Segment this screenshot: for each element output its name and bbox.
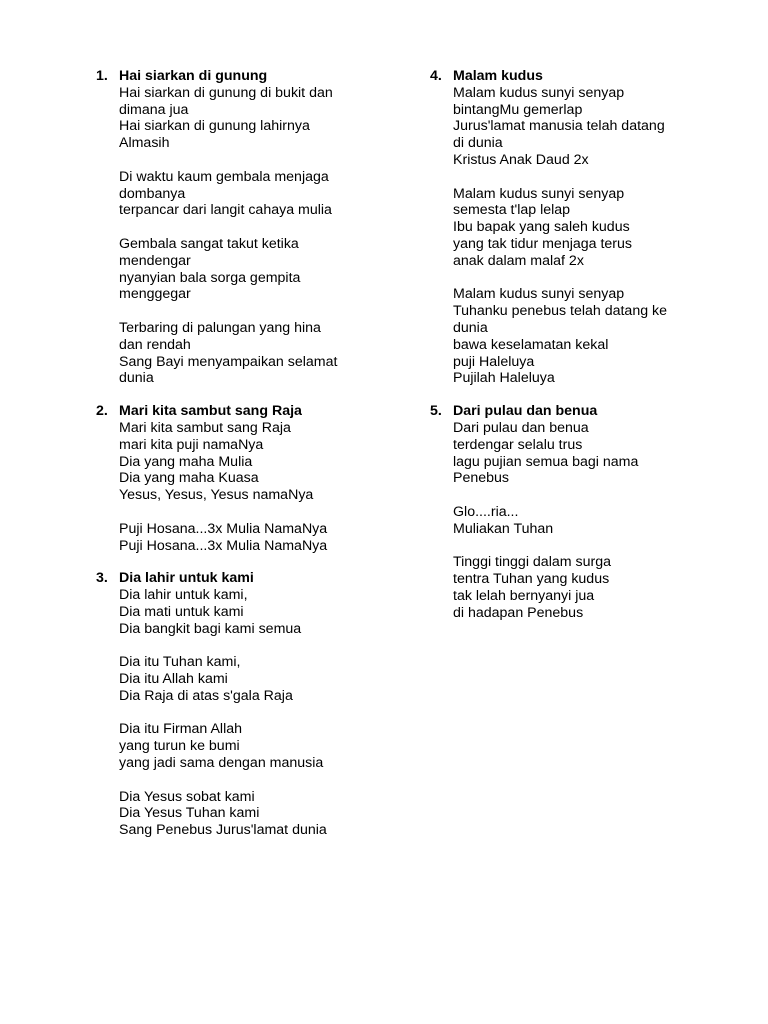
- lyric-line: Dari pulau dan benua: [453, 419, 589, 436]
- song-block: [96, 570, 396, 839]
- lyric-line: Hai siarkan di gunung di bukit dan: [119, 84, 333, 101]
- lyric-line: semesta t'lap lelap: [453, 202, 571, 219]
- lyric-line: anak dalam malaf 2x: [453, 252, 584, 269]
- stanza: [453, 420, 730, 487]
- lyric-line: Mari kita sambut sang Raja: [119, 419, 291, 436]
- song-heading: [430, 403, 730, 420]
- lyric-line: Hai siarkan di gunung lahirnya: [119, 118, 310, 135]
- song-block: [430, 68, 730, 387]
- lyric-line: Sang Penebus Jurus'lamat dunia: [119, 822, 327, 839]
- stanza: [119, 789, 396, 839]
- lyric-line: Malam kudus sunyi senyap: [453, 185, 625, 202]
- lyric-line: Dia yang maha Mulia: [119, 453, 253, 470]
- stanza: [119, 654, 396, 704]
- stanza: [453, 554, 730, 621]
- lyric-line: Glo....ria...: [453, 503, 519, 520]
- song-title: Mari kita sambut sang Raja: [119, 403, 302, 420]
- stanza: [119, 85, 396, 152]
- song-title: Dia lahir untuk kami: [119, 570, 254, 587]
- lyric-line: terdengar selalu trus: [453, 436, 583, 453]
- lyric-line: puji Haleluya: [453, 353, 535, 370]
- lyric-line: Puji Hosana...3x Mulia NamaNya: [119, 537, 328, 554]
- lyric-line: mendengar: [119, 252, 191, 269]
- song-title: Hai siarkan di gunung: [119, 68, 268, 84]
- lyric-line: Almasih: [119, 135, 170, 152]
- song-lyrics: [119, 85, 396, 387]
- lyric-line: Yesus, Yesus, Yesus namaNya: [119, 487, 314, 504]
- lyric-line: Dia Yesus sobat kami: [119, 788, 255, 805]
- right-column: [430, 68, 730, 638]
- lyric-line: Sang Bayi menyampaikan selamat: [119, 353, 338, 370]
- lyric-line: tentra Tuhan yang kudus: [453, 571, 610, 588]
- lyric-line: Muliakan Tuhan: [453, 520, 554, 537]
- lyric-line: Ibu bapak yang saleh kudus: [453, 219, 630, 236]
- stanza: [453, 186, 730, 270]
- song-number: 2.: [96, 403, 108, 420]
- song-title: Malam kudus: [453, 68, 543, 84]
- lyric-line: yang jadi sama dengan manusia: [119, 755, 324, 772]
- song-title: Dari pulau dan benua: [453, 403, 598, 420]
- lyric-line: menggegar: [119, 286, 191, 303]
- lyric-line: dan rendah: [119, 336, 191, 353]
- song-number: 4.: [430, 68, 442, 84]
- lyric-line: Dia itu Firman Allah: [119, 721, 243, 738]
- song-number: 1.: [96, 68, 108, 84]
- lyric-line: Malam kudus sunyi senyap: [453, 286, 625, 303]
- lyric-line: dunia: [453, 319, 488, 336]
- lyric-line: Dia yang maha Kuasa: [119, 470, 259, 487]
- lyric-line: di hadapan Penebus: [453, 604, 584, 621]
- lyric-line: tak lelah bernyanyi jua: [453, 587, 595, 604]
- song-heading: [96, 403, 396, 420]
- lyric-line: terpancar dari langit cahaya mulia: [119, 202, 332, 219]
- song-number: 3.: [96, 570, 108, 587]
- song-lyrics: [453, 85, 730, 387]
- song-block: [430, 403, 730, 621]
- lyric-line: Pujilah Haleluya: [453, 370, 555, 387]
- stanza: [453, 286, 730, 387]
- stanza: [119, 320, 396, 387]
- stanza: [119, 721, 396, 771]
- lyric-line: dimana jua: [119, 101, 189, 118]
- stanza: [119, 521, 396, 555]
- lyric-line: Terbaring di palungan yang hina: [119, 319, 321, 336]
- lyric-line: Penebus: [453, 470, 510, 487]
- song-lyrics: [119, 587, 396, 839]
- lyric-line: Kristus Anak Daud 2x: [453, 151, 589, 168]
- lyric-line: Di waktu kaum gembala menjaga: [119, 168, 329, 185]
- stanza: [119, 420, 396, 504]
- lyric-line: Dia bangkit bagi kami semua: [119, 620, 302, 637]
- lyric-line: nyanyian bala sorga gempita: [119, 269, 301, 286]
- song-block: [96, 403, 396, 554]
- stanza: [453, 85, 730, 169]
- lyric-line: dunia: [119, 370, 154, 387]
- stanza: [119, 169, 396, 219]
- lyric-line: Dia Raja di atas s'gala Raja: [119, 687, 293, 704]
- lyric-line: yang turun ke bumi: [119, 738, 240, 755]
- lyric-line: Dia lahir untuk kami,: [119, 587, 248, 604]
- stanza: [119, 587, 396, 637]
- lyric-line: mari kita puji namaNya: [119, 436, 264, 453]
- lyric-line: dombanya: [119, 185, 186, 202]
- lyric-line: Dia mati untuk kami: [119, 603, 244, 620]
- song-block: [96, 68, 396, 387]
- song-lyrics: [453, 420, 730, 622]
- lyric-line: bawa keselamatan kekal: [453, 336, 609, 353]
- lyric-line: di dunia: [453, 135, 503, 152]
- song-heading: [96, 570, 396, 587]
- left-column: [96, 68, 396, 855]
- song-heading: [430, 68, 730, 85]
- lyric-line: yang tak tidur menjaga terus: [453, 235, 633, 252]
- lyric-line: Puji Hosana...3x Mulia NamaNya: [119, 520, 328, 537]
- lyric-line: Jurus'lamat manusia telah datang: [453, 118, 665, 135]
- lyric-line: Tinggi tinggi dalam surga: [453, 554, 611, 571]
- lyric-line: Gembala sangat takut ketika: [119, 235, 299, 252]
- song-number: 5.: [430, 403, 442, 420]
- lyric-line: Dia itu Allah kami: [119, 671, 228, 688]
- stanza: [119, 236, 396, 303]
- lyric-line: Malam kudus sunyi senyap: [453, 84, 625, 101]
- lyric-line: bintangMu gemerlap: [453, 101, 583, 118]
- stanza: [453, 504, 730, 538]
- song-heading: [96, 68, 396, 85]
- lyric-line: Dia Yesus Tuhan kami: [119, 805, 260, 822]
- song-lyrics: [119, 420, 396, 554]
- lyric-line: Dia itu Tuhan kami,: [119, 654, 241, 671]
- lyric-line: Tuhanku penebus telah datang ke: [453, 303, 668, 320]
- lyric-line: lagu pujian semua bagi nama: [453, 453, 639, 470]
